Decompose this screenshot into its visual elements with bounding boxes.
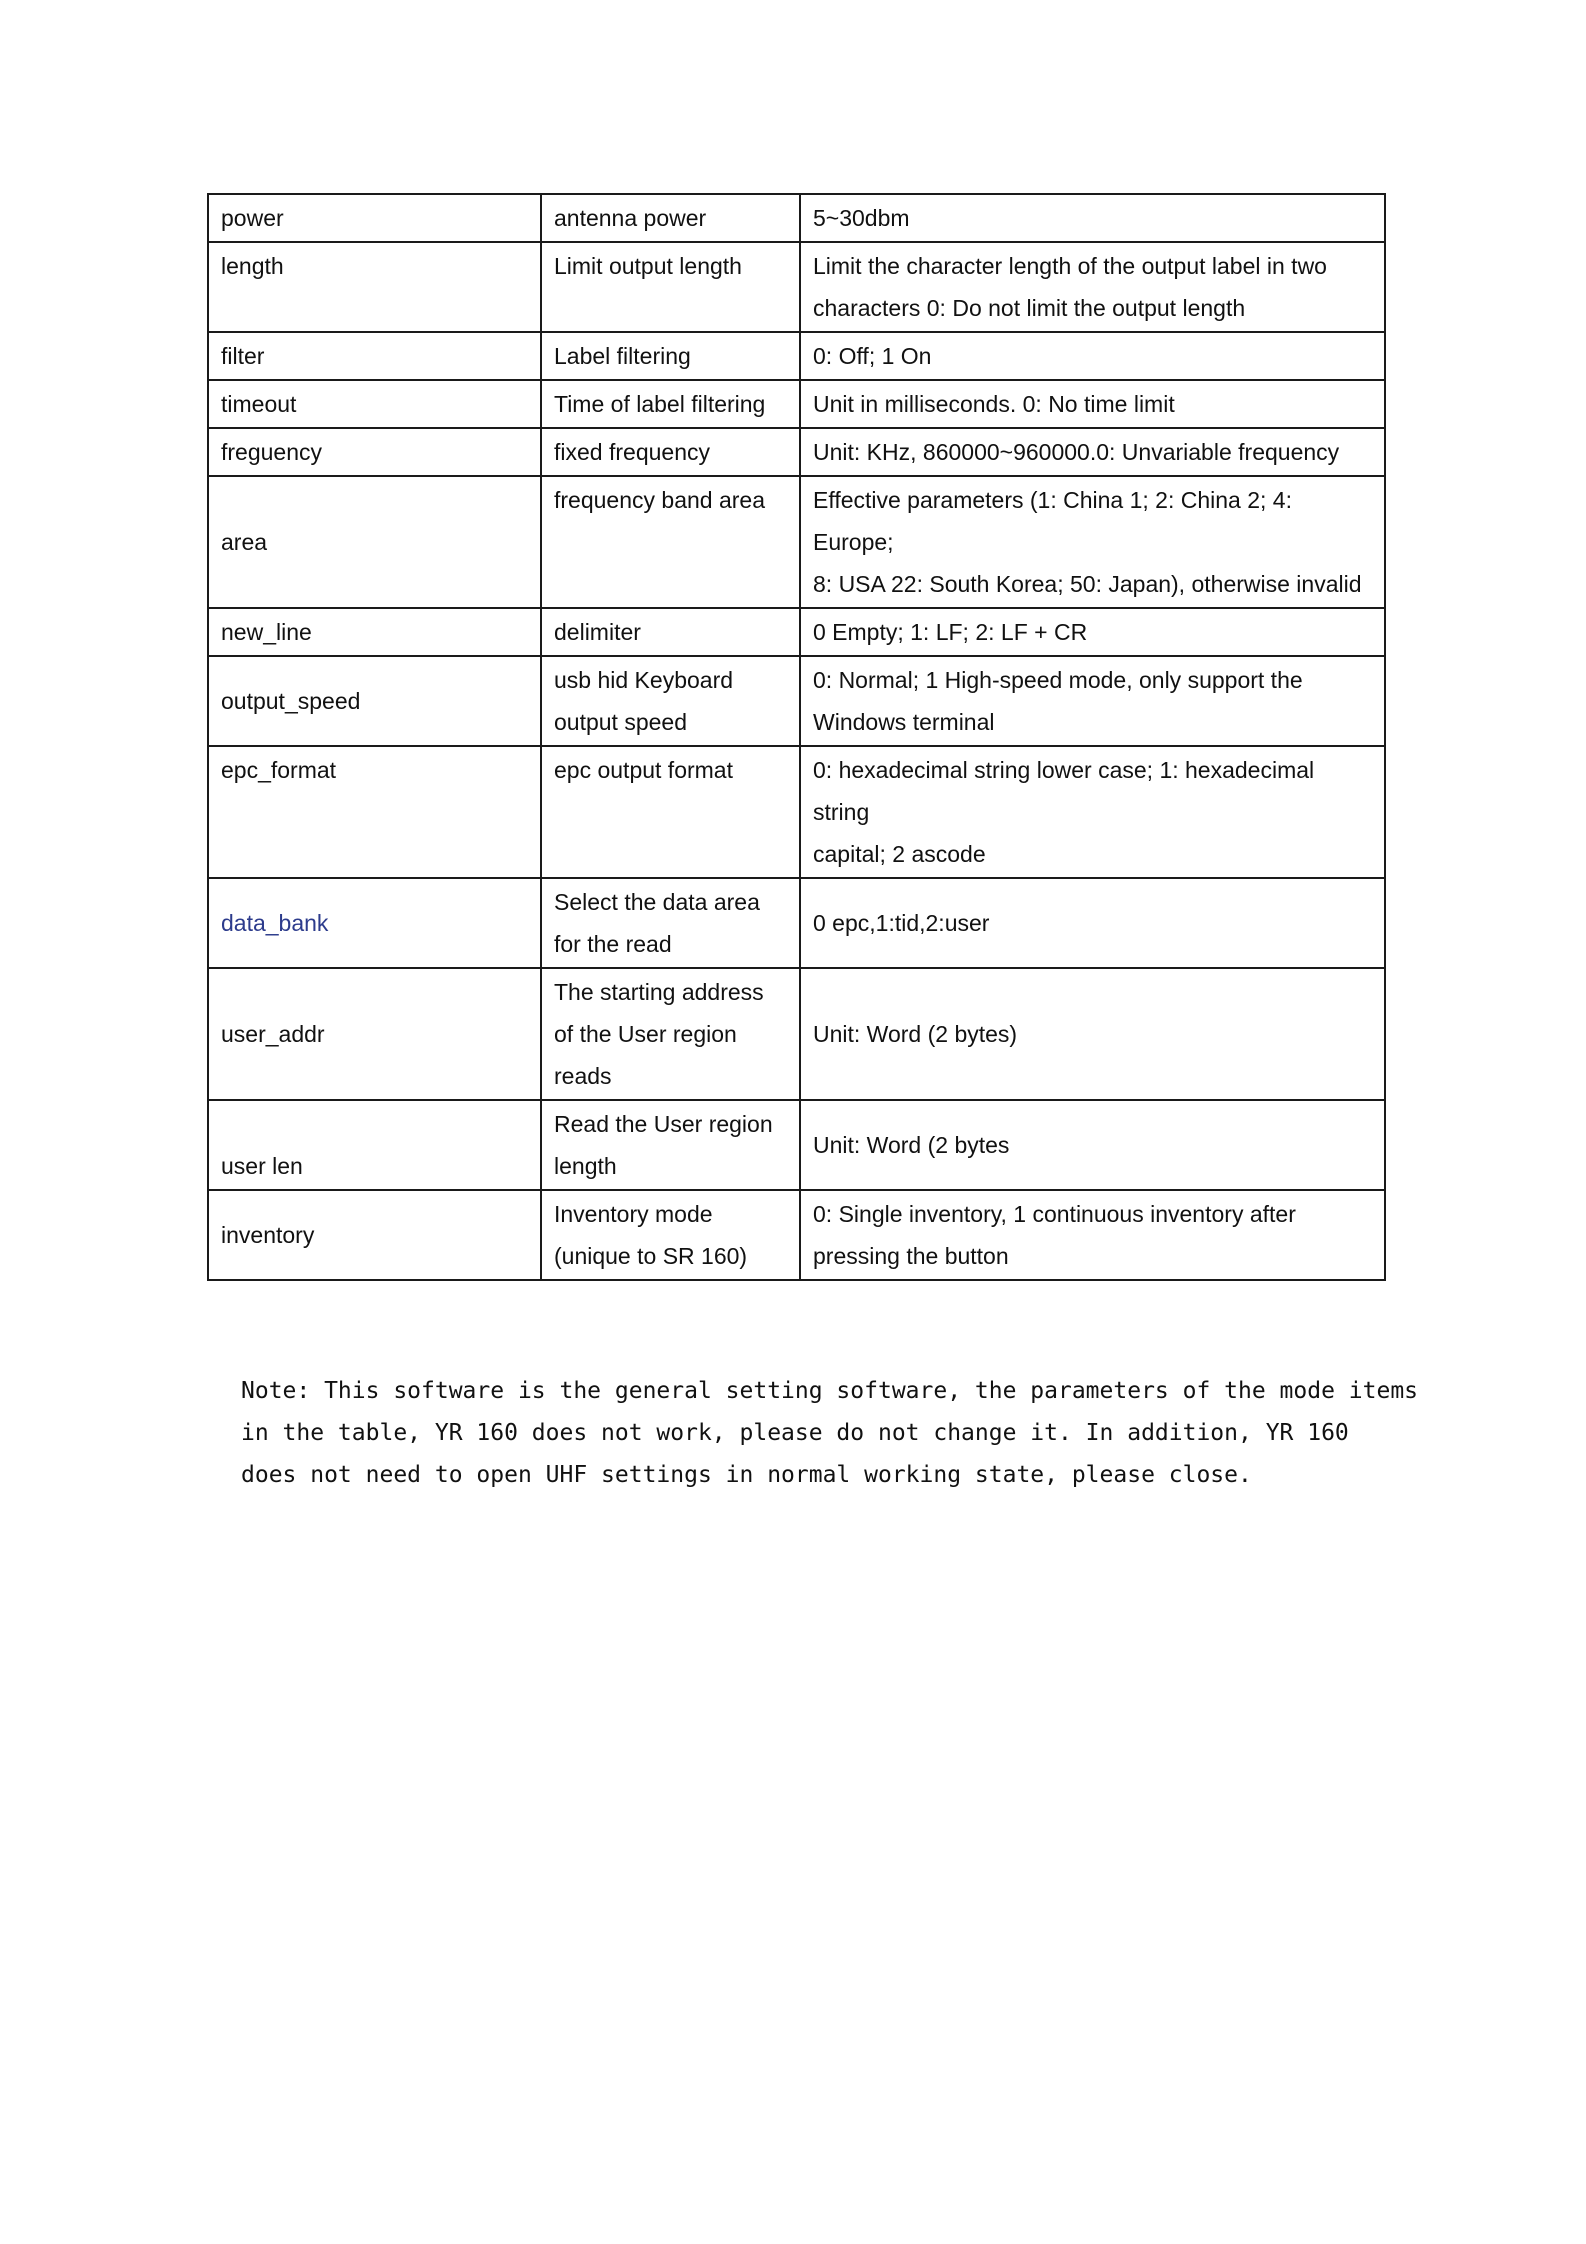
param-name: epc_format [208, 746, 541, 878]
param-description: Read the User region length [541, 1100, 800, 1190]
param-name: freguency [208, 428, 541, 476]
param-detail: 5~30dbm [800, 194, 1385, 242]
table-row [208, 380, 1385, 428]
param-detail: Unit: KHz, 860000~960000.0: Unvariable frequency [800, 428, 1385, 476]
table-row [208, 746, 1385, 878]
table-row [208, 1100, 1385, 1190]
param-description: Inventory mode (unique to SR 160) [541, 1190, 800, 1280]
param-name: user len [208, 1100, 541, 1190]
table-row [208, 1190, 1385, 1280]
table-row [208, 476, 1385, 608]
param-description: delimiter [541, 608, 800, 656]
param-detail: 0: Single inventory, 1 continuous inventory after pressing the button [800, 1190, 1385, 1280]
param-detail: 0: hexadecimal string lower case; 1: hexadecimal string capital; 2 ascode [800, 746, 1385, 878]
table-row [208, 656, 1385, 746]
param-name: output_speed [208, 656, 541, 746]
param-detail: 0: Off; 1 On [800, 332, 1385, 380]
param-detail: 0 epc,1:tid,2:user [800, 878, 1385, 968]
parameter-table [207, 193, 1386, 1281]
param-description: antenna power [541, 194, 800, 242]
param-name-link[interactable]: data_bank [208, 878, 541, 968]
param-description: Label filtering [541, 332, 800, 380]
param-description: Select the data area for the read [541, 878, 800, 968]
param-detail: 0 Empty; 1: LF; 2: LF + CR [800, 608, 1385, 656]
param-description: Limit output length [541, 242, 800, 332]
param-name: inventory [208, 1190, 541, 1280]
param-detail: Unit: Word (2 bytes) [800, 968, 1385, 1100]
param-detail: Unit: Word (2 bytes [800, 1100, 1385, 1190]
param-detail: 0: Normal; 1 High-speed mode, only support the Windows terminal [800, 656, 1385, 746]
note-line: Note: This software is the general setting software, the parameters of the mode items [241, 1378, 1419, 1404]
table-row [208, 968, 1385, 1100]
param-name: new_line [208, 608, 541, 656]
param-detail: Effective parameters (1: China 1; 2: China 2; 4: Europe; 8: USA 22: South Korea; 50: Japan), otherwise invalid [800, 476, 1385, 608]
param-description: epc output format [541, 746, 800, 878]
param-description: Time of label filtering [541, 380, 800, 428]
param-description: usb hid Keyboard output speed [541, 656, 800, 746]
table-row [208, 608, 1385, 656]
param-name: user_addr [208, 968, 541, 1100]
param-name: area [208, 476, 541, 608]
param-name: power [208, 194, 541, 242]
note-paragraph [241, 1370, 1419, 1496]
param-detail: Limit the character length of the output label in two characters 0: Do not limit the output length [800, 242, 1385, 332]
param-description: frequency band area [541, 476, 800, 608]
param-name: filter [208, 332, 541, 380]
param-name: timeout [208, 380, 541, 428]
table-row [208, 878, 1385, 968]
param-detail: Unit in milliseconds. 0: No time limit [800, 380, 1385, 428]
param-description: The starting address of the User region reads [541, 968, 800, 1100]
param-description: fixed frequency [541, 428, 800, 476]
table-row [208, 332, 1385, 380]
table-row [208, 428, 1385, 476]
param-name: length [208, 242, 541, 332]
note-line: does not need to open UHF settings in normal working state, please close. [241, 1462, 1252, 1488]
note-line: in the table, YR 160 does not work, please do not change it. In addition, YR 160 [241, 1420, 1349, 1446]
table-row [208, 194, 1385, 242]
table-row [208, 242, 1385, 332]
